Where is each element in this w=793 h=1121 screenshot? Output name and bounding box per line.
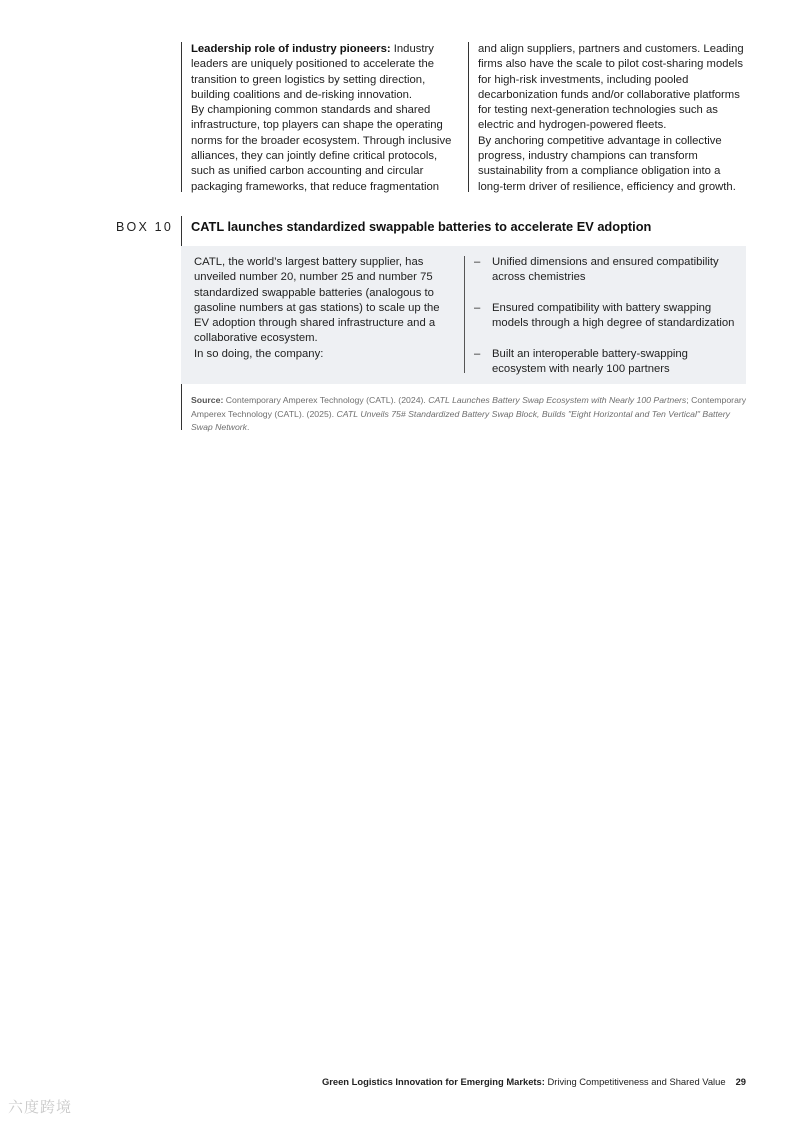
intro-left-text-2: By championing common standards and shared infrastructure, top players can shape the operating norms for the broader ecosystem. Through inclusive alliances, they can jointly define critical protocols, such as unified carbon accounting and circular packaging frameworks, that reduce fragmentation (191, 104, 452, 193)
box-description-text-1: CATL, the world’s largest battery supplier, has unveiled number 20, number 25 and number 75 standardized swappable batteries (analogous to gasoline numbers at gas stations) to scale up the EV adoption through shared infrastructure and a collaborative ecosystem. (194, 256, 440, 345)
source-part-2: ; Contemporary Amperex Technology (CATL). (2025). (191, 395, 747, 419)
intro-left-paragraph (191, 42, 459, 103)
footer-title-bold: Green Logistics Innovation for Emerging Markets: (321, 1076, 545, 1087)
watermark-text: 六度跨境 (8, 1098, 73, 1116)
page-footer (322, 1076, 746, 1087)
source-title-1: CATL Launches Battery Swap Ecosystem with Nearly 100 Partners (428, 395, 687, 405)
bullet-text: Ensured compatibility with battery swapping models through a high degree of standardization (492, 302, 735, 330)
intro-lead-heading: Leadership role of industry pioneers: (191, 43, 391, 55)
box-bullet-list (474, 255, 744, 393)
source-part-1: Contemporary Amperex Technology (CATL). (2024). (223, 395, 429, 405)
box-title: CATL launches standardized swappable batteries to accelerate EV adoption (191, 219, 652, 234)
intro-right-column (478, 42, 746, 195)
box-inner-rule (464, 256, 465, 373)
intro-left-text-1: Industry leaders are uniquely positioned to accelerate the transition to green logistics by setting direction, building coalitions and de-risking innovation. (191, 43, 435, 101)
watermark-logo (8, 1096, 72, 1117)
source-title-2: CATL Unveils 75# Standardized Battery Swap Block, Builds "Eight Horizontal and Ten Vertical" Battery Swap Network (191, 408, 730, 432)
box-description (194, 255, 456, 362)
footer-title-rest: Driving Competitiveness and Shared Value (544, 1076, 726, 1087)
bullet-text: Unified dimensions and ensured compatibility across chemistries (492, 256, 719, 284)
intro-right-text-1: and align suppliers, partners and customers. Leading firms also have the scale to pilot cost-sharing models for high-risk investments, including pooled decarbonization funds and/or collaborative platforms for testing next-generation technologies such as electric and hydrogen-powered fleets. (478, 43, 744, 132)
source-label: Source: (191, 395, 224, 405)
intro-left-column (191, 42, 459, 195)
dash-bullet-icon: – (474, 302, 481, 315)
bullet-text: Built an interoperable battery-swapping ecosystem with nearly 100 partners (492, 348, 688, 376)
dash-bullet-icon: – (474, 348, 481, 361)
source-note (191, 394, 747, 435)
list-item (474, 347, 744, 378)
intro-right-text-2: By anchoring competitive advantage in collective progress, industry champions can transform sustainability from a compliance obligation into a long-term driver of resilience, efficiency and growth. (478, 134, 736, 193)
box-description-text-2: In so doing, the company: (194, 347, 324, 360)
list-item (474, 255, 744, 286)
source-end: . (247, 422, 250, 432)
box-label: BOX 10 (116, 220, 173, 234)
list-item (474, 301, 744, 332)
intro-right-rule (468, 42, 469, 192)
page-number: 29 (735, 1076, 746, 1087)
intro-left-rule (181, 42, 182, 192)
dash-bullet-icon: – (474, 256, 481, 268)
